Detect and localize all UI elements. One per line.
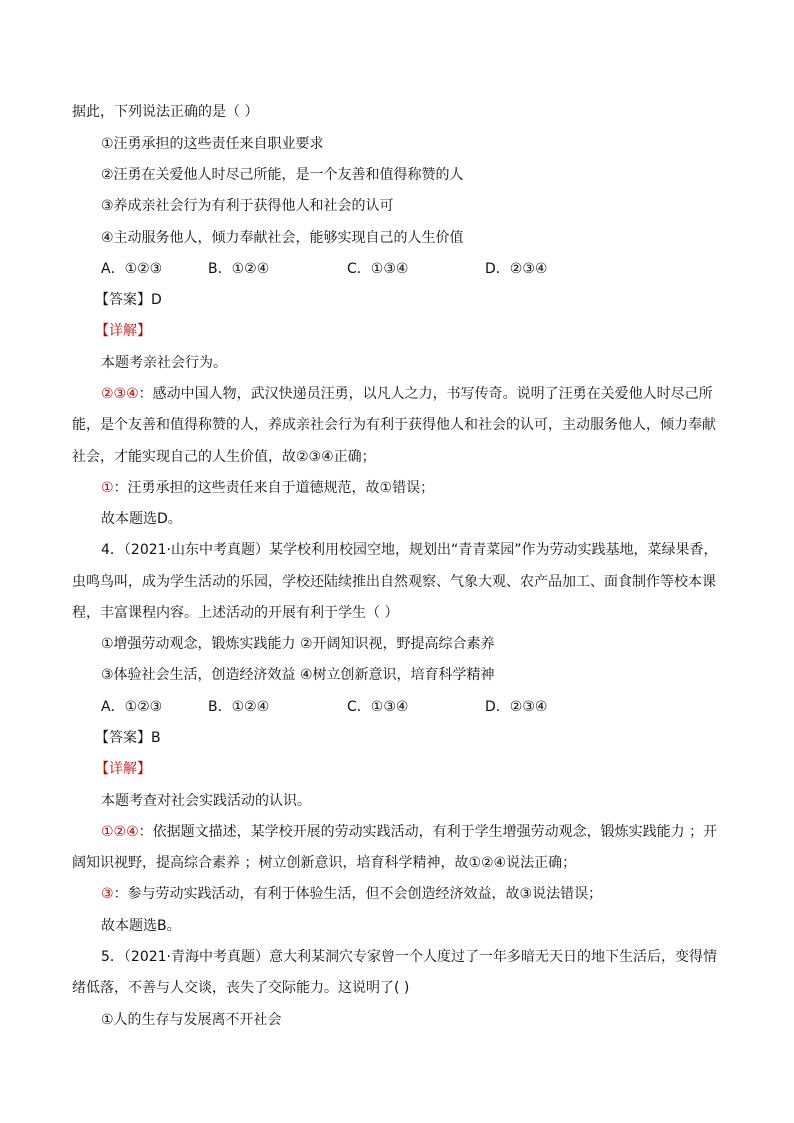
q4-statements-row-2: ③体验社会生活，创造经济效益 ④树立创新意识，培育科学精神 [101, 667, 495, 683]
q3-option-d: D．②③④ [485, 261, 548, 277]
q3-analysis-marker: ②③④ [101, 386, 139, 402]
q3-wrong-marker: ① [101, 480, 114, 496]
q5-stem-line-1: 5．（2021·青海中考真题）意大利某洞穴专家曾一个人度过了一年多暗无天日的地下生活后，变得情 [101, 949, 717, 965]
q3-wrong-text: ：汪勇承担的这些责任来自于道德规范，故①错误； [113, 480, 435, 496]
q5-statement-1: ①人的生存与发展离不开社会 [101, 1012, 282, 1028]
q4-wrong-marker: ③ [101, 886, 114, 902]
q4-conclusion: 故本题选B。 [101, 918, 181, 934]
q4-analysis-text: ：依据题文描述，某学校开展的劳动实践活动，有利于学生增强劳动观念，锻炼实践能力 ；开 [138, 824, 718, 840]
q3-detail-label: 【详解】 [95, 323, 151, 339]
q4-option-d: D．②③④ [485, 699, 548, 715]
q3-analysis-line-3: 社会，才能实现自己的人生价值，故②③④正确； [72, 449, 376, 465]
q3-option-c: C．①③④ [347, 261, 409, 277]
q3-stem: 据此，下列说法正确的是（ ） [72, 104, 259, 120]
q3-conclusion: 故本题选D。 [101, 511, 182, 527]
q3-analysis-text: ：感动中国人物，武汉快递员汪勇，以凡人之力，书写传奇。说明了汪勇在关爱他人时尽己所 [138, 386, 713, 402]
q3-option-a: A．①②③ [101, 261, 163, 277]
q4-option-c: C．①③④ [347, 699, 409, 715]
q4-answer: 【答案】B [95, 730, 161, 746]
q3-statement-1: ①汪勇承担的这些责任来自职业要求 [101, 136, 324, 152]
q4-analysis-wrong [101, 884, 602, 904]
q4-detail-intro: 本题考查对社会实践活动的认识。 [101, 793, 311, 809]
q3-answer: 【答案】D [95, 292, 162, 308]
q3-statement-2: ②汪勇在关爱他人时尽己所能，是一个友善和值得称赞的人 [101, 167, 464, 183]
q4-analysis-line-1 [101, 822, 717, 842]
q3-statement-3: ③养成亲社会行为有利于获得他人和社会的认可 [101, 198, 394, 214]
q3-option-b: B．①②④ [208, 261, 270, 277]
q4-stem-line-3: 程，丰富课程内容。上述活动的开展有利于学生（ ） [72, 605, 399, 621]
q4-analysis-marker: ①②④ [101, 824, 139, 840]
q4-stem-line-1: 4．（2021·山东中考真题）某学校利用校园空地，规划出“青青菜园”作为劳动实践基地，菜绿果香， [101, 542, 718, 558]
q4-stem-line-2: 虫鸣鸟叫，成为学生活动的乐园，学校还陆续推出自然观察、气象大观、农产品加工、面食制作等校本课 [72, 574, 716, 590]
q5-stem-line-2: 绪低落，不善与人交谈，丧失了交际能力。这说明了( ) [72, 980, 410, 996]
q4-analysis-line-2: 阔知识视野，提高综合素养 ；树立创新意识，培育科学精神，故①②④说法正确； [72, 855, 577, 871]
q3-statement-4: ④主动服务他人，倾力奉献社会，能够实现自己的人生价值 [101, 230, 464, 246]
q3-analysis-line-2: 能，是个友善和值得称赞的人，养成亲社会行为有利于获得他人和社会的认可，主动服务他人，倾力奉献 [72, 417, 716, 433]
q4-wrong-text: ：参与劳动实践活动，有利于体验生活，但不会创造经济效益，故③说法错误； [113, 886, 603, 902]
q4-detail-label: 【详解】 [95, 761, 151, 777]
q4-option-a: A．①②③ [101, 699, 163, 715]
q3-detail-intro: 本题考亲社会行为。 [101, 355, 227, 371]
q3-analysis-wrong [101, 478, 434, 498]
q4-option-b: B．①②④ [208, 699, 270, 715]
q4-statements-row-1: ①增强劳动观念，锻炼实践能力 ②开阔知识视，野提高综合素养 [101, 636, 495, 652]
q3-analysis-line-1 [101, 384, 713, 404]
